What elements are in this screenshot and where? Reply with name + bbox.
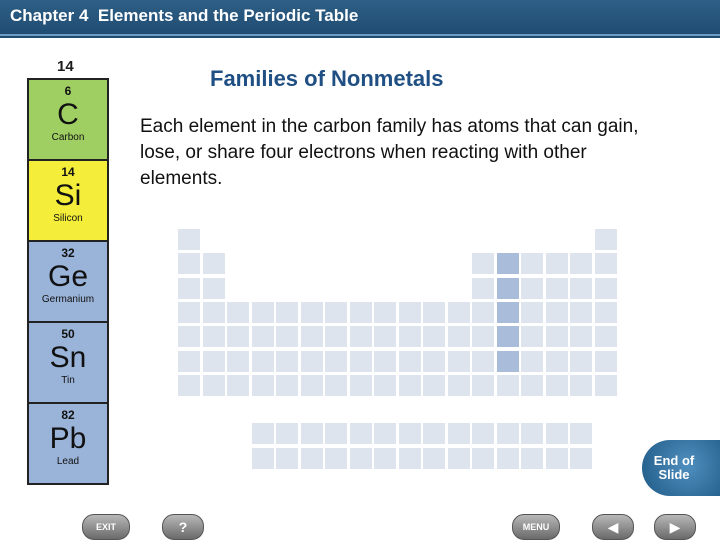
- table-cell: [521, 448, 543, 469]
- table-cell: [448, 423, 470, 444]
- next-slide-button[interactable]: ▶: [654, 514, 696, 540]
- element-symbol: Si: [54, 179, 82, 212]
- table-cell: [570, 375, 592, 396]
- menu-button[interactable]: MENU: [512, 514, 560, 540]
- table-cell: [423, 351, 445, 372]
- table-cell: [276, 423, 298, 444]
- table-cell: [227, 375, 249, 396]
- table-cell: [472, 423, 494, 444]
- table-cell: [203, 375, 225, 396]
- table-cell: [472, 351, 494, 372]
- slide-body-text: Each element in the carbon family has atoms that can gain, lose, or share four electrons when reacting with other elements.: [140, 116, 639, 189]
- table-cell: [276, 326, 298, 347]
- chapter-title: Chapter 4 Elements and the Periodic Table: [10, 6, 359, 25]
- table-cell: [570, 302, 592, 323]
- table-cell: [423, 375, 445, 396]
- table-cell: [276, 351, 298, 372]
- table-cell: [301, 423, 323, 444]
- table-cell: [399, 423, 421, 444]
- table-cell: [227, 326, 249, 347]
- table-cell: [276, 302, 298, 323]
- element-column: [27, 78, 109, 485]
- table-cell: [570, 423, 592, 444]
- table-cell: [178, 253, 200, 274]
- atomic-number: 50: [61, 327, 75, 341]
- table-cell: [570, 278, 592, 299]
- table-cell: [448, 448, 470, 469]
- table-cell: [325, 302, 347, 323]
- table-cell: [472, 375, 494, 396]
- footer-nav: [0, 508, 720, 540]
- element-symbol: Sn: [49, 341, 87, 374]
- table-cell: [252, 375, 274, 396]
- table-cell: [301, 375, 323, 396]
- table-cell: [497, 448, 519, 469]
- table-cell: [252, 448, 274, 469]
- table-cell: [203, 253, 225, 274]
- table-cell: [570, 351, 592, 372]
- element-name: Carbon: [51, 132, 85, 143]
- table-cell: [203, 278, 225, 299]
- table-cell: [374, 375, 396, 396]
- table-cell-carbon-family: [497, 278, 519, 299]
- group-number: 14: [57, 58, 74, 75]
- table-cell-carbon-family: [497, 253, 519, 274]
- table-cell: [374, 326, 396, 347]
- table-cell: [423, 423, 445, 444]
- table-cell: [374, 423, 396, 444]
- table-cell: [350, 448, 372, 469]
- table-cell: [448, 326, 470, 347]
- table-cell: [325, 351, 347, 372]
- table-cell: [301, 351, 323, 372]
- table-cell: [546, 375, 568, 396]
- table-cell: [374, 302, 396, 323]
- table-cell: [423, 448, 445, 469]
- table-cell-carbon-family: [497, 351, 519, 372]
- table-cell: [595, 253, 617, 274]
- table-cell: [252, 423, 274, 444]
- table-cell: [203, 302, 225, 323]
- atomic-number: 82: [61, 408, 75, 422]
- previous-slide-button[interactable]: ◀: [592, 514, 634, 540]
- table-cell: [521, 351, 543, 372]
- table-cell: [570, 326, 592, 347]
- element-name: Germanium: [41, 294, 95, 305]
- table-cell: [325, 423, 347, 444]
- table-cell: [325, 448, 347, 469]
- table-cell: [399, 375, 421, 396]
- table-cell: [178, 278, 200, 299]
- table-cell: [472, 302, 494, 323]
- table-cell: [350, 302, 372, 323]
- table-cell: [227, 302, 249, 323]
- table-cell: [546, 448, 568, 469]
- table-cell: [546, 351, 568, 372]
- table-cell: [595, 375, 617, 396]
- table-cell: [178, 375, 200, 396]
- element-name: Lead: [56, 456, 80, 467]
- table-cell: [350, 351, 372, 372]
- table-cell: [350, 326, 372, 347]
- table-cell: [448, 375, 470, 396]
- table-cell: [374, 448, 396, 469]
- table-cell: [178, 229, 200, 250]
- group-14-strip: [27, 58, 109, 485]
- table-cell: [276, 375, 298, 396]
- table-cell: [399, 302, 421, 323]
- element-symbol: C: [57, 98, 79, 131]
- table-cell: [546, 278, 568, 299]
- table-cell: [546, 326, 568, 347]
- table-cell: [252, 351, 274, 372]
- table-cell-carbon-family: [497, 302, 519, 323]
- table-cell: [521, 253, 543, 274]
- table-cell: [497, 423, 519, 444]
- end-of-slide-label: End of Slide: [653, 453, 695, 482]
- element-tile-tin: [29, 323, 107, 404]
- table-cell: [325, 326, 347, 347]
- table-cell: [448, 351, 470, 372]
- table-cell: [546, 423, 568, 444]
- element-tile-germanium: [29, 242, 107, 323]
- table-cell: [521, 302, 543, 323]
- element-symbol: Ge: [47, 260, 89, 293]
- slide-title: Families of Nonmetals: [210, 66, 444, 91]
- table-cell: [374, 351, 396, 372]
- element-tile-lead: [29, 404, 107, 483]
- table-cell: [595, 229, 617, 250]
- element-name: Tin: [61, 375, 75, 386]
- table-cell: [423, 326, 445, 347]
- table-cell: [546, 302, 568, 323]
- table-cell: [301, 448, 323, 469]
- table-cell: [521, 375, 543, 396]
- table-cell: [472, 278, 494, 299]
- table-cell: [472, 448, 494, 469]
- table-cell: [497, 375, 519, 396]
- table-cell: [301, 326, 323, 347]
- help-button[interactable]: ?: [162, 514, 204, 540]
- table-cell: [399, 351, 421, 372]
- table-cell: [178, 302, 200, 323]
- atomic-number: 6: [64, 84, 72, 98]
- table-cell: [252, 302, 274, 323]
- table-cell: [595, 351, 617, 372]
- table-cell: [570, 448, 592, 469]
- table-cell: [252, 326, 274, 347]
- element-tile-carbon: [29, 80, 107, 161]
- table-cell: [472, 326, 494, 347]
- table-cell: [276, 448, 298, 469]
- table-cell: [399, 448, 421, 469]
- table-cell: [203, 351, 225, 372]
- element-name: Silicon: [53, 213, 83, 224]
- table-cell: [521, 423, 543, 444]
- element-tile-silicon: [29, 161, 107, 242]
- table-cell: [178, 351, 200, 372]
- element-symbol: Pb: [49, 422, 87, 455]
- table-cell: [521, 278, 543, 299]
- table-cell: [521, 326, 543, 347]
- table-cell: [595, 326, 617, 347]
- table-cell: [203, 326, 225, 347]
- table-cell: [399, 326, 421, 347]
- table-cell: [301, 302, 323, 323]
- table-cell: [350, 375, 372, 396]
- table-cell: [448, 302, 470, 323]
- table-cell: [546, 253, 568, 274]
- table-cell: [178, 326, 200, 347]
- table-cell: [227, 351, 249, 372]
- table-cell: [423, 302, 445, 323]
- table-cell: [570, 253, 592, 274]
- header-divider: [0, 34, 720, 36]
- table-cell: [350, 423, 372, 444]
- table-cell-carbon-family: [497, 326, 519, 347]
- atomic-number: 32: [61, 246, 75, 260]
- table-cell: [595, 278, 617, 299]
- header-bar: [0, 0, 720, 38]
- end-of-slide-button[interactable]: [642, 440, 720, 496]
- table-cell: [325, 375, 347, 396]
- table-cell: [472, 253, 494, 274]
- atomic-number: 14: [61, 165, 75, 179]
- table-cell: [595, 302, 617, 323]
- exit-button[interactable]: EXIT: [82, 514, 130, 540]
